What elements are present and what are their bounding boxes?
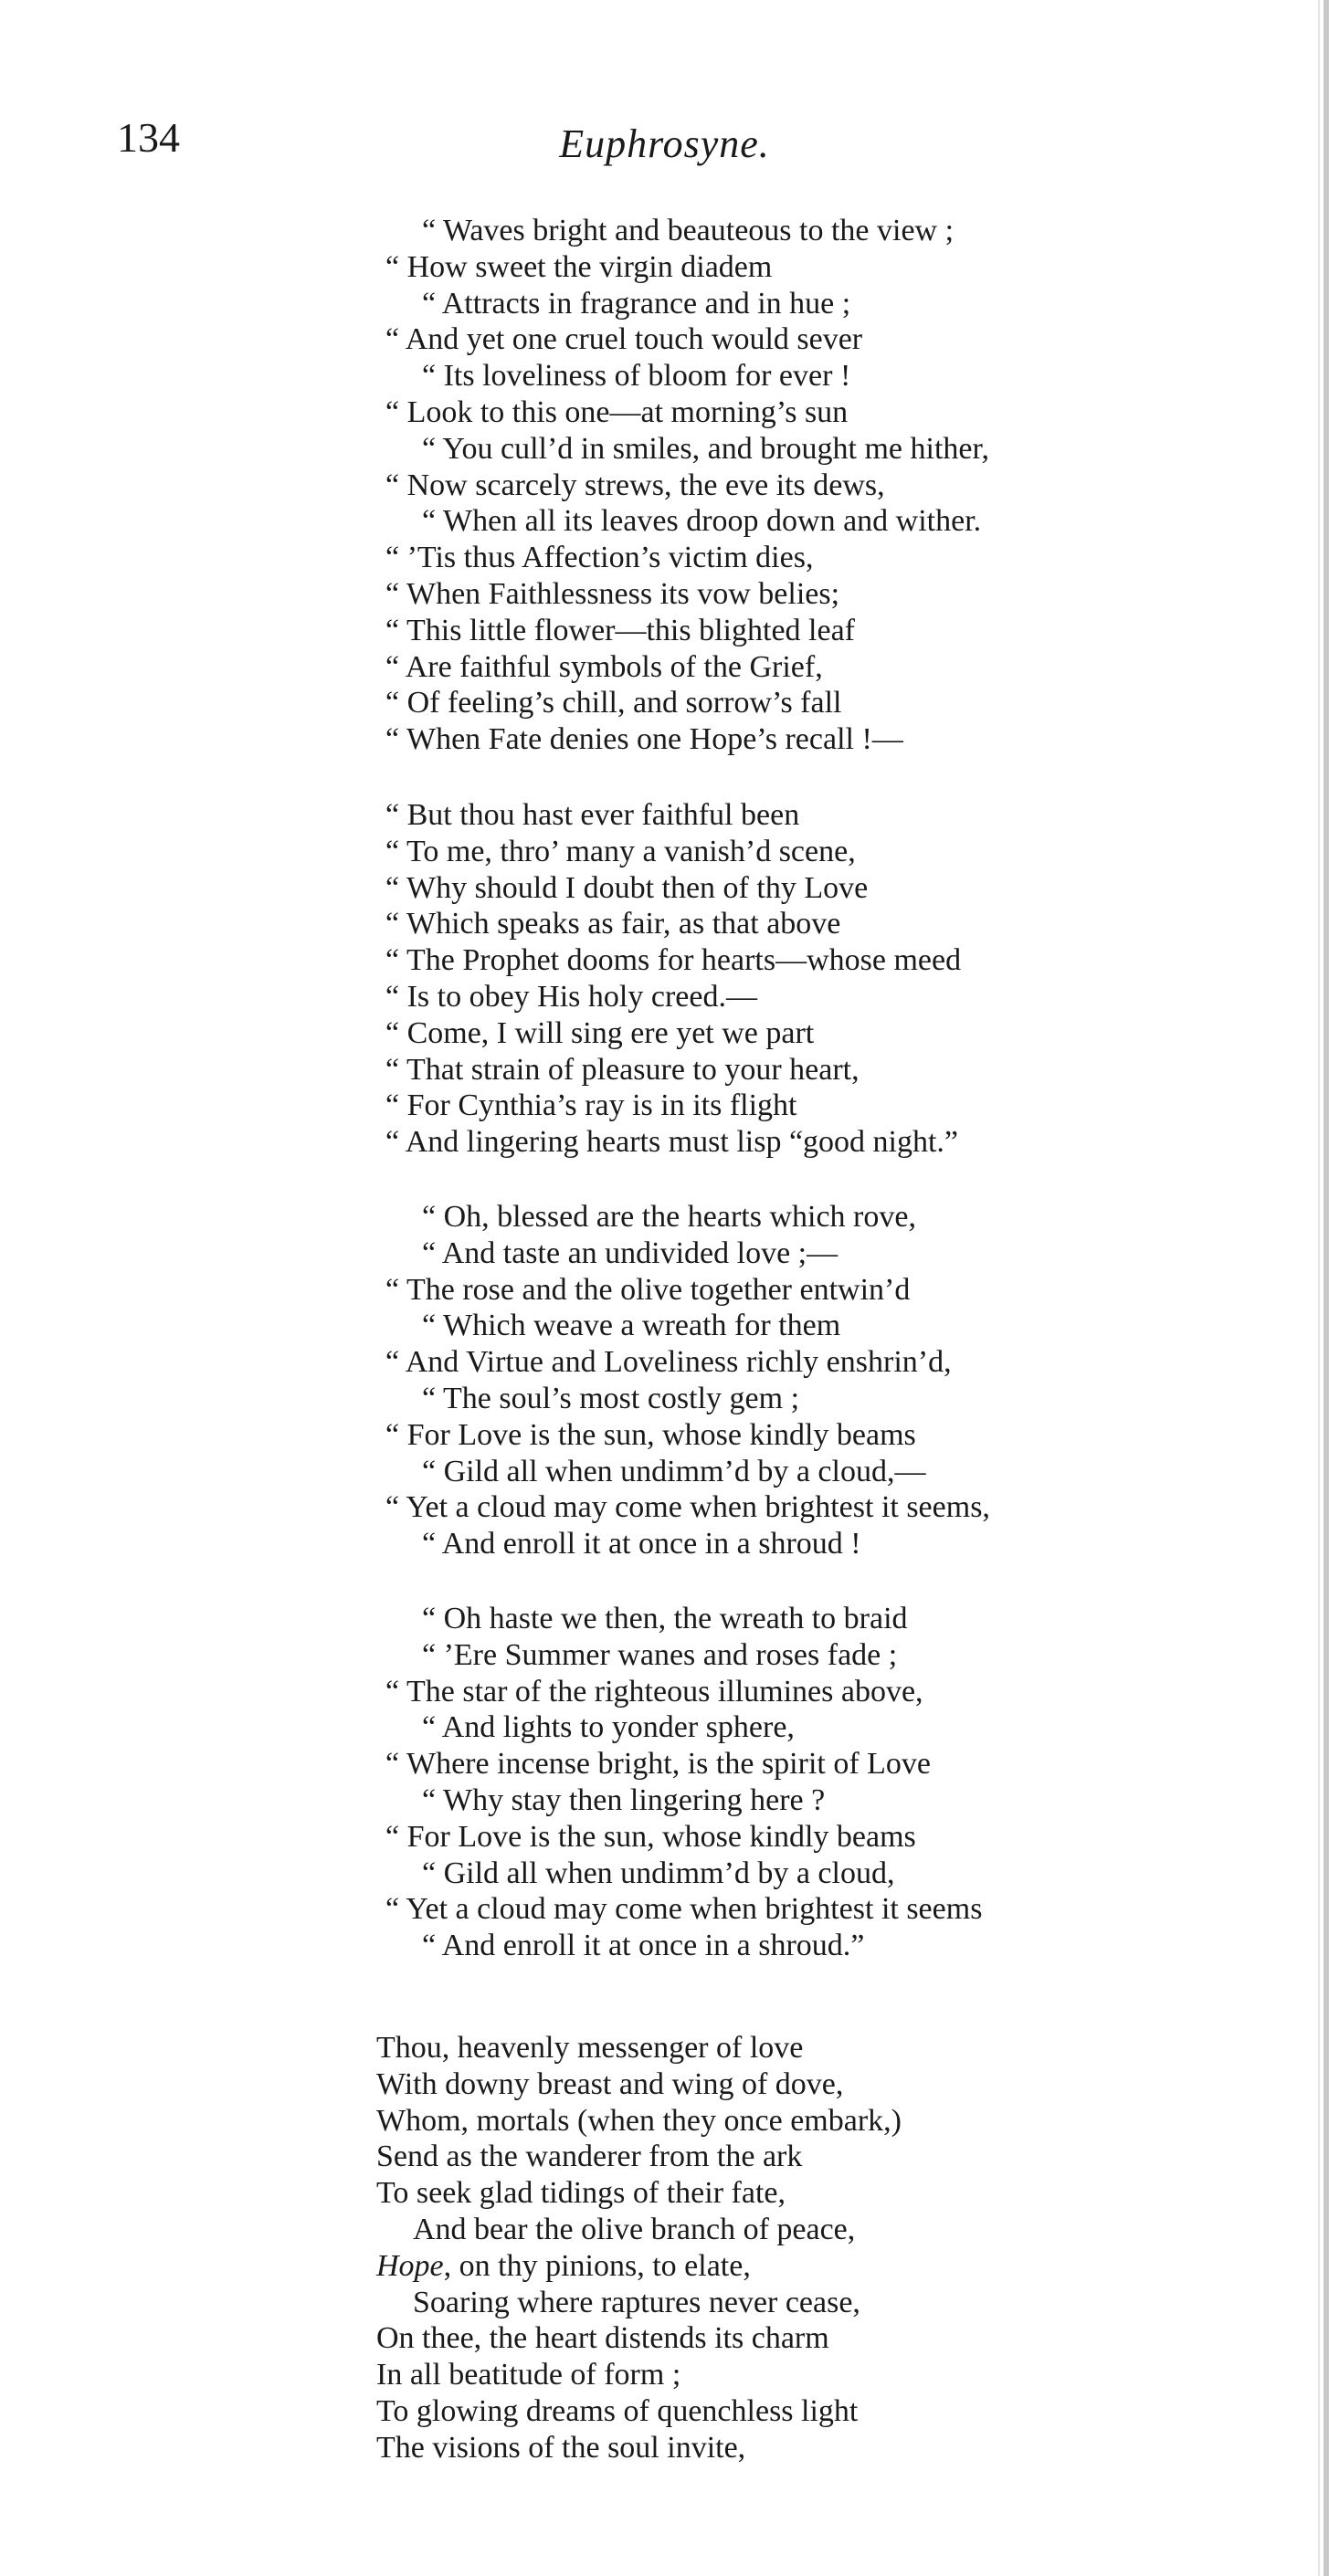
poem-line: “ The Prophet dooms for hearts—whose meed — [385, 943, 962, 978]
poem-line: “ And lingering hearts must lisp “good night.” — [385, 1125, 959, 1160]
poem-line: “ Why should I doubt then of thy Love — [385, 870, 869, 905]
poem-line: “ The star of the righteous illumines above, — [385, 1674, 923, 1709]
poem-line: “ The rose and the olive together entwin’d — [385, 1272, 911, 1307]
poem-line: “ ’Tis thus Affection’s victim dies, — [385, 541, 814, 575]
running-title: Euphrosyne. — [559, 121, 770, 166]
poem-line: “ This little flower—this blighted leaf — [385, 613, 855, 647]
italic-word: Hope — [376, 2248, 444, 2283]
page-edge-line — [1318, 0, 1320, 2576]
poem-line: “ Which weave a wreath for them — [422, 1309, 841, 1343]
poem-line: “ For Love is the sun, whose kindly beams — [385, 1417, 916, 1452]
poem-line: “ Gild all when undimm’d by a cloud, — [422, 1856, 895, 1890]
poem-line: “ For Cynthia’s ray is in its flight — [385, 1088, 797, 1123]
poem-line: “ To me, thro’ many a vanish’d scene, — [385, 834, 856, 868]
poem-line: “ How sweet the virgin diadem — [385, 249, 773, 284]
poem-line: “ And enroll it at once in a shroud.” — [422, 1929, 865, 1963]
poem-line: In all beatitude of form ; — [376, 2358, 681, 2392]
poem-line: “ Look to this one—at morning’s sun — [385, 395, 849, 429]
poem-line: “ Yet a cloud may come when brightest it seems — [385, 1892, 983, 1927]
poem-line: “ Are faithful symbols of the Grief, — [385, 649, 823, 684]
poem-line: “ Why stay then lingering here ? — [422, 1783, 826, 1817]
poem-line: On thee, the heart distends its charm — [376, 2321, 829, 2356]
poem-line: “ Is to obey His holy creed.— — [385, 980, 757, 1014]
poem-line: And bear the olive branch of peace, — [413, 2213, 856, 2246]
poem-line: “ Attracts in fragrance and in hue ; — [422, 286, 851, 321]
poem-line: “ And taste an undivided love ;— — [422, 1235, 839, 1270]
poem-line: To seek glad tidings of their fate, — [376, 2176, 786, 2211]
poem-line: “ And Virtue and Loveliness richly enshrin’d, — [385, 1345, 952, 1380]
poem-line: With downy breast and wing of dove, — [376, 2066, 844, 2101]
poem-line: The visions of the soul invite, — [376, 2430, 746, 2465]
poem-line: “ That strain of pleasure to your heart, — [385, 1052, 860, 1087]
poem-line: “ Waves bright and beauteous to the view ; — [422, 214, 955, 247]
poem-line: Send as the wanderer from the ark — [376, 2140, 803, 2174]
page-number: 134 — [117, 114, 180, 161]
poem-line: “ Of feeling’s chill, and sorrow’s fall — [385, 686, 842, 720]
poem-line: Whom, mortals (when they once embark,) — [376, 2103, 902, 2138]
poem-line: Thou, heavenly messenger of love — [376, 2031, 804, 2065]
poem-line: “ And yet one cruel touch would sever — [385, 322, 863, 357]
poem-line: “ Now scarcely strews, the eve its dews, — [385, 468, 885, 502]
poem-line: “ Where incense bright, is the spirit of Love — [385, 1747, 932, 1782]
poem-line: “ Its loveliness of bloom for ever ! — [422, 359, 851, 394]
poem-line: Soaring where raptures never cease, — [413, 2285, 860, 2319]
poem-line: “ When all its leaves droop down and wither. — [422, 504, 982, 539]
poem-line: “ And lights to yonder sphere, — [422, 1710, 795, 1745]
poem-line: “ When Faithlessness its vow belies; — [385, 577, 840, 611]
poem-line: To glowing dreams of quenchless light — [376, 2394, 859, 2428]
poem-line: “ ’Ere Summer wanes and roses fade ; — [422, 1637, 898, 1672]
poem-line: “ But thou hast ever faithful been — [385, 798, 800, 832]
poem-line: “ Oh, blessed are the hearts which rove, — [422, 1200, 916, 1234]
poem-line: “ Gild all when undimm’d by a cloud,— — [422, 1454, 926, 1488]
poem-line: “ Come, I will sing ere yet we part — [385, 1015, 815, 1050]
poem-line: “ Yet a cloud may come when brightest it seems, — [385, 1490, 990, 1525]
poem-line: “ For Love is the sun, whose kindly beams — [385, 1819, 916, 1854]
poem-line: “ When Fate denies one Hope’s recall !— — [385, 722, 903, 757]
poem-line: Hope, on thy pinions, to elate, — [376, 2248, 751, 2283]
poem-line: “ Which speaks as fair, as that above — [385, 907, 841, 941]
poem-line: “ You cull’d in smiles, and brought me hither, — [422, 431, 989, 466]
poem-line: “ The soul’s most costly gem ; — [422, 1382, 800, 1415]
poem-line: “ Oh haste we then, the wreath to braid — [422, 1602, 908, 1635]
page-edge-shadow — [1324, 0, 1329, 2576]
poem-line: “ And enroll it at once in a shroud ! — [422, 1527, 861, 1561]
